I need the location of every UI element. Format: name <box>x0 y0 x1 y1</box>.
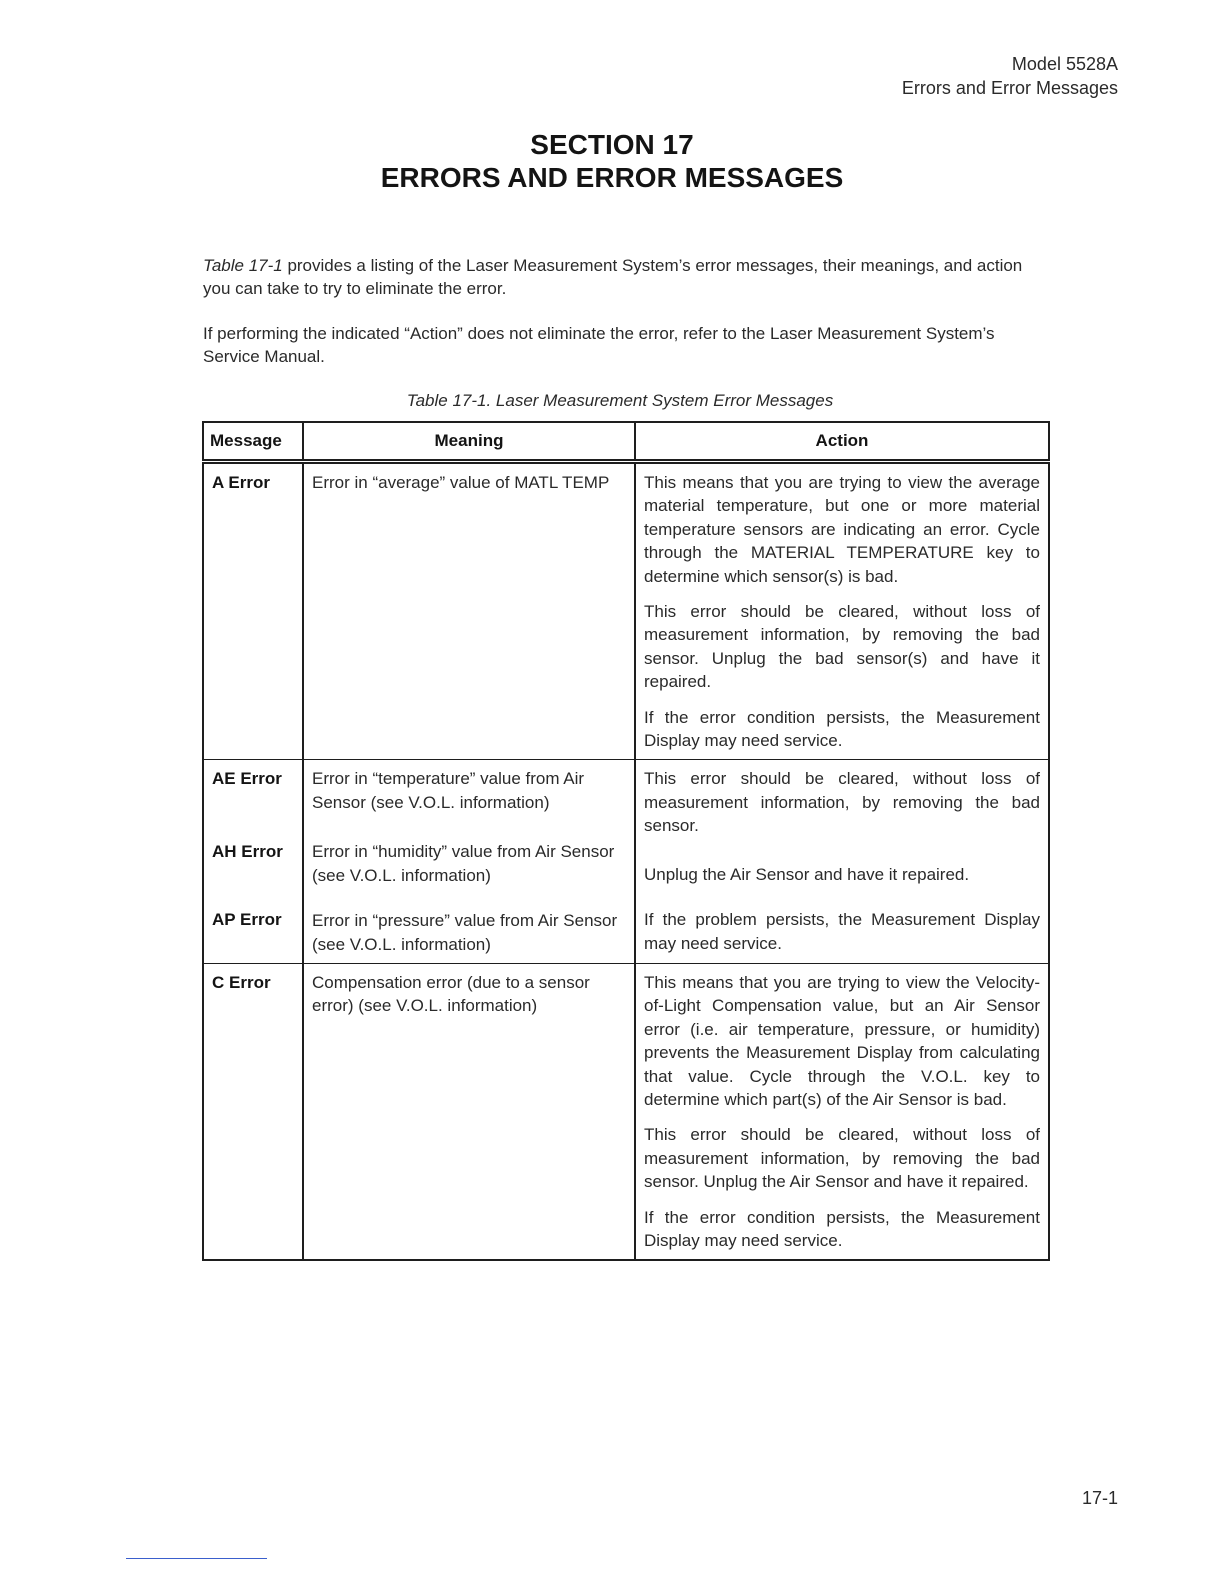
action-ae: This error should be cleared, without loss of measurement information, by removing the bad sensor. <box>644 769 1040 836</box>
footer-rule <box>126 1558 267 1559</box>
table-row <box>203 963 1049 1260</box>
action-paragraph: This means that you are trying to view the average material temperature, but one or more material temperature sensors are indicating an error. Cycle through the MATERIAL TEMPERATURE key to determine which sensor(s) is bad. <box>644 473 1040 586</box>
meaning-cell: Error in “average” value of MATL TEMP <box>303 462 635 760</box>
intro-paragraph-2: If performing the indicated “Action” does not eliminate the error, refer to the Laser Measurement System’s Service Manual. <box>203 324 995 366</box>
table-caption: Table 17-1. Laser Measurement System Error Messages <box>406 391 834 410</box>
action-paragraph: If the error condition persists, the Measurement Display may need service. <box>644 707 1040 751</box>
table-row <box>203 462 1049 760</box>
action-paragraph: This means that you are trying to view the Velocity-of-Light Compensation value, but an Air Sensor error (i.e. air temperature, pressure, or humidity) prevents the Measurement Display from calculating that value. Cycle through the V.O.L. key to determine which part(s) of the Air Sensor is bad. <box>644 972 1040 1109</box>
action-cell <box>635 760 1049 963</box>
meaning-ah: Error in “humidity” value from Air Sensor (see V.O.L. information) <box>312 842 615 885</box>
table-reference: Table 17-1 <box>203 256 283 275</box>
action-ah: Unplug the Air Sensor and have it repaired. <box>644 864 970 884</box>
section-heading: ERRORS AND ERROR MESSAGES <box>380 162 844 193</box>
page-number: 17-1 <box>1081 1488 1118 1508</box>
message-cell <box>203 760 303 963</box>
action-paragraph: If the error condition persists, the Measurement Display may need service. <box>644 1207 1040 1250</box>
message-cell: A Error <box>203 462 303 760</box>
message-ae: AE Error <box>212 769 282 789</box>
meaning-cell <box>303 760 635 963</box>
action-cell <box>635 462 1049 760</box>
header-message: Message <box>203 422 303 462</box>
message-cell: C Error <box>203 963 303 1260</box>
action-ap: If the problem persists, the Measurement Display may need service. <box>644 910 1040 953</box>
header-chapter: Errors and Error Messages <box>901 78 1118 98</box>
intro-paragraph-1 <box>203 254 1053 300</box>
action-cell <box>635 963 1049 1260</box>
message-ah: AH Error <box>212 841 283 861</box>
section-title <box>0 128 1224 194</box>
header-model: Model 5528A <box>1011 54 1118 74</box>
action-paragraph: This error should be cleared, without loss of measurement information, by removing the bad sensor. Unplug the Air Sensor and have it repaired. <box>644 1125 1040 1192</box>
error-messages-table <box>202 421 1050 1261</box>
section-number: SECTION 17 <box>530 129 694 160</box>
table-row <box>203 760 1049 963</box>
meaning-ae: Error in “temperature” value from Air Sensor (see V.O.L. information) <box>312 769 585 812</box>
meaning-ap: Error in “pressure” value from Air Sensor (see V.O.L. information) <box>312 911 618 954</box>
table-header-row <box>203 422 1049 462</box>
header-meaning: Meaning <box>303 422 635 462</box>
intro-paragraph-1-text: provides a listing of the Laser Measurement System’s error messages, their meanings, and action you can take to try to eliminate the error. <box>203 256 1023 298</box>
meaning-cell: Compensation error (due to a sensor error) (see V.O.L. information) <box>303 963 635 1260</box>
message-ap: AP Error <box>212 910 282 930</box>
header-action: Action <box>635 422 1049 462</box>
running-header <box>902 52 1118 100</box>
action-paragraph: This error should be cleared, without loss of measurement information, by removing the bad sensor. Unplug the bad sensor(s) and have it repaired. <box>644 602 1040 692</box>
